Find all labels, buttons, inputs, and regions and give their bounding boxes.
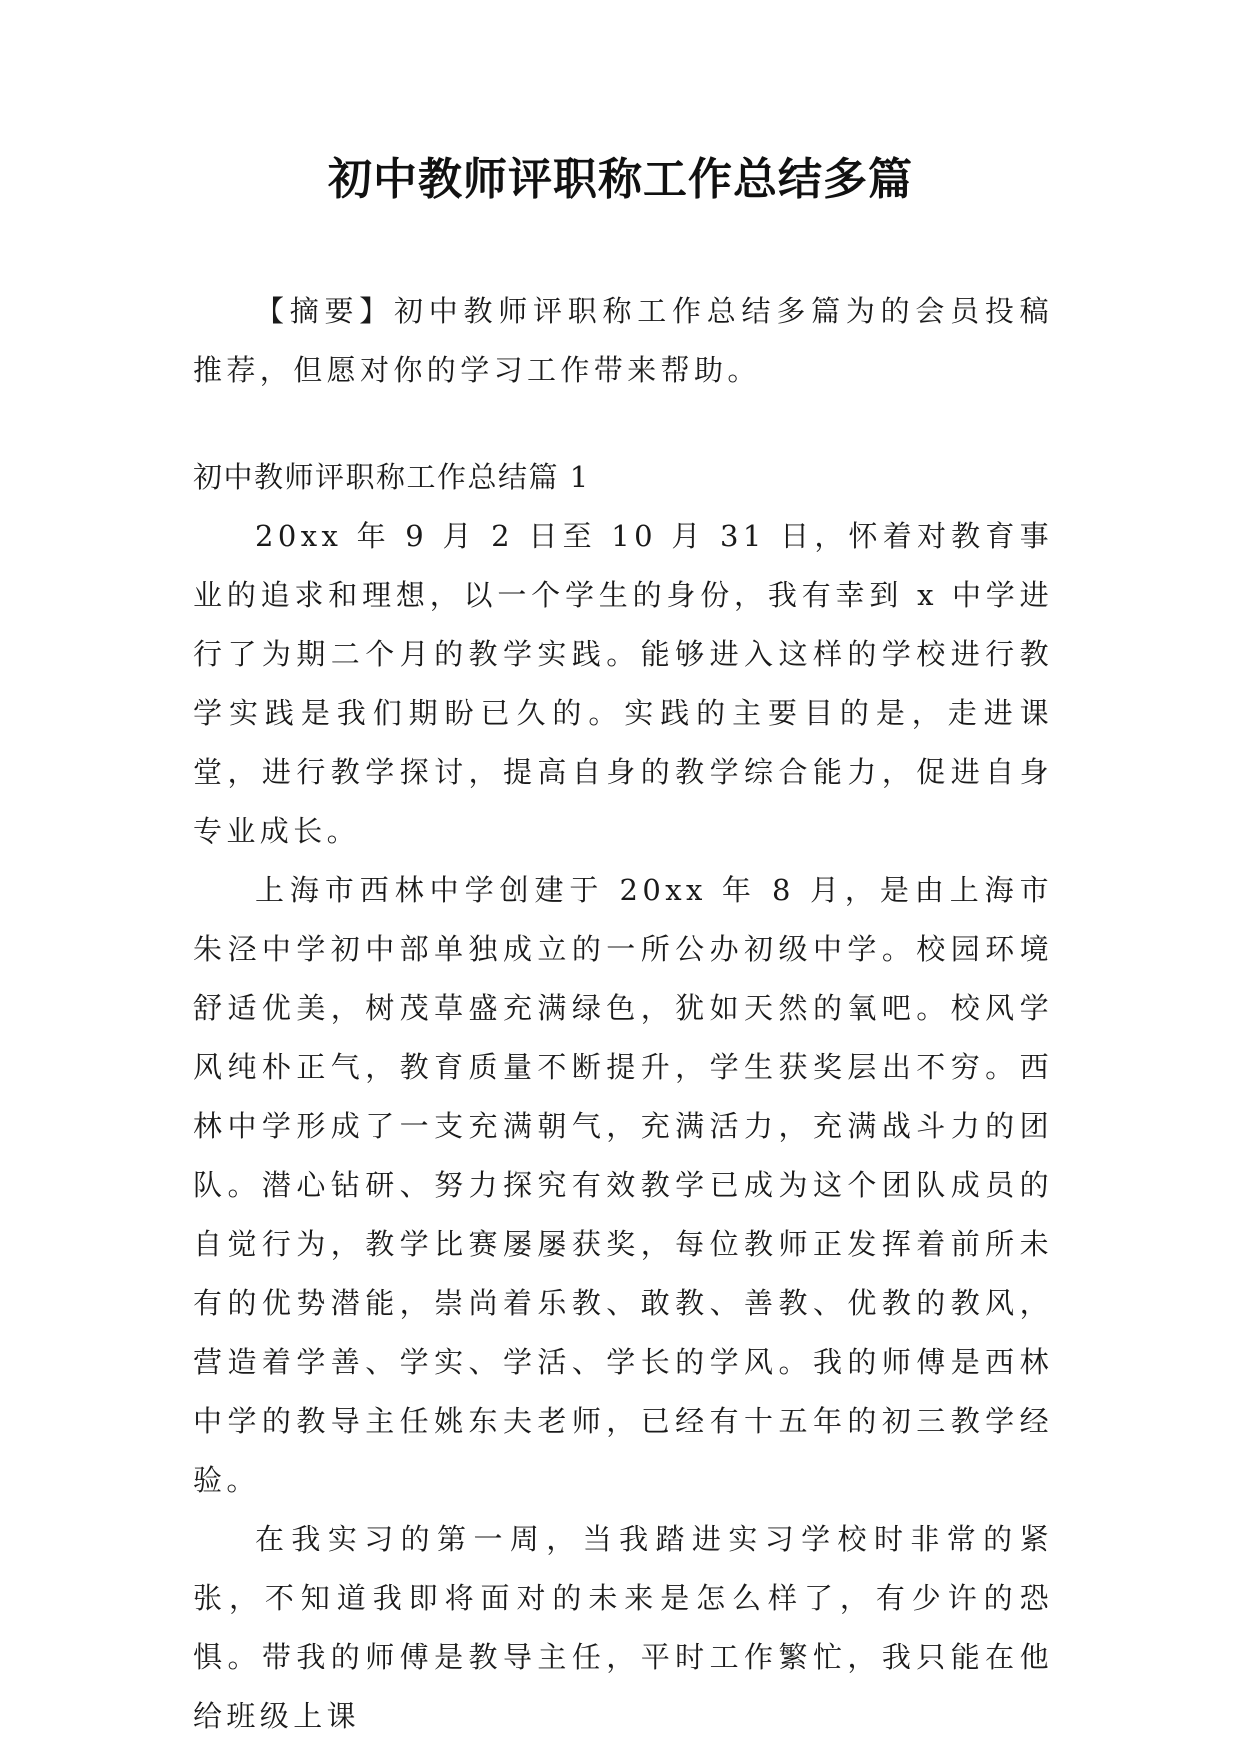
- body-paragraph: 在我实习的第一周，当我踏进实习学校时非常的紧张，不知道我即将面对的未来是怎么样了，有少许的恐惧。带我的师傅是教导主任，平时工作繁忙，我只能在他给班级上课: [193, 1522, 1053, 1733]
- body-paragraph: 20xx 年 9 月 2 日至 10 月 31 日，怀着对教育事业的追求和理想，以一个学生的身份，我有幸到 x 中学进行了为期二个月的教学实践。能够进入这样的学校进行教学实践是我们期盼已久的。实践的主要目的是，走进课堂，进行教学探讨，提高自身的教学综合能力，促进自身专业成长。: [193, 519, 1053, 848]
- document-body: [193, 282, 1053, 1746]
- body-paragraph: 上海市西林中学创建于 20xx 年 8 月，是由上海市朱泾中学初中部单独成立的一所公办初级中学。校园环境舒适优美，树茂草盛充满绿色，犹如天然的氧吧。校风学风纯朴正气，教育质量不断提升，学生获奖层出不穷。西林中学形成了一支充满朝气，充满活力，充满战斗力的团队。潜心钻研、努力探究有效教学已成为这个团队成员的自觉行为，教学比赛屡屡获奖，每位教师正发挥着前所未有的优势潜能，崇尚着乐教、敢教、善教、优教的教风，营造着学善、学实、学活、学长的学风。我的师傅是西林中学的教导主任姚东夫老师，已经有十五年的初三教学经验。: [193, 873, 1053, 1497]
- abstract-paragraph: 【摘要】初中教师评职称工作总结多篇为的会员投稿推荐，但愿对你的学习工作带来帮助。: [193, 294, 1053, 387]
- section-heading: 初中教师评职称工作总结篇 1: [193, 460, 590, 494]
- document-title: 初中教师评职称工作总结多篇: [328, 154, 913, 205]
- spacer: [193, 400, 1053, 448]
